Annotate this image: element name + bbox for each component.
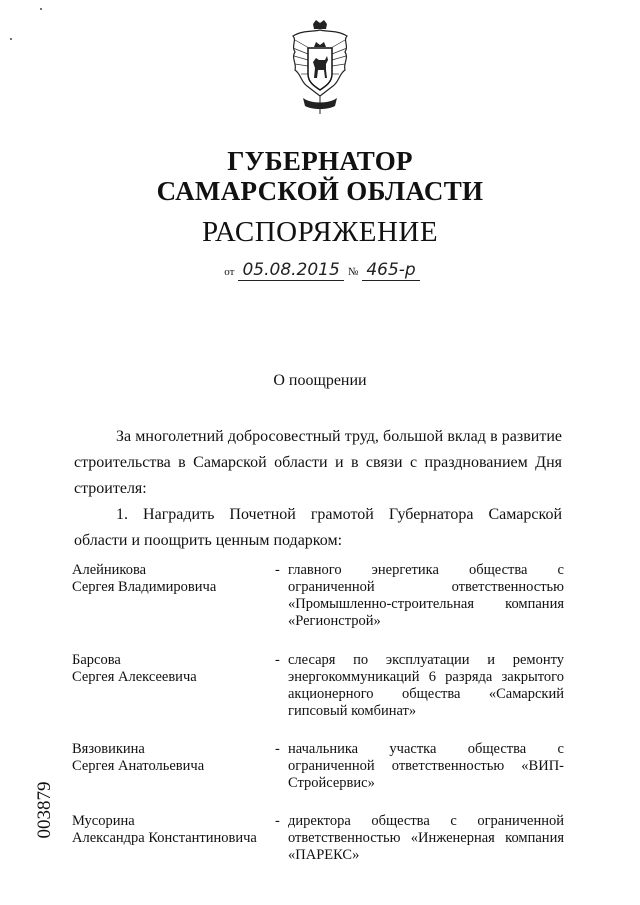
number-prefix: № xyxy=(347,266,359,278)
awardee-position: слесаря по эксплуатации и ремонту энергокоммуникаций 6 разряда закрытого акционерного общества «Самарский гипсовый комбинат» xyxy=(288,652,564,719)
awardee-name xyxy=(72,562,272,596)
scan-speck xyxy=(10,38,12,40)
handwritten-date: 05.08.2015 xyxy=(238,260,343,281)
awardee-name xyxy=(72,813,272,847)
title-line-2: САМАРСКОЙ ОБЛАСТИ xyxy=(156,176,484,206)
dash-separator: - xyxy=(275,652,280,668)
handwritten-number: 465-р xyxy=(362,260,419,281)
date-number-line xyxy=(0,260,640,281)
awardee-position: главного энергетика общества с ограниченной ответственностью «Промышленно-строительная компания «Регионстрой» xyxy=(288,562,564,629)
title-line-1: ГУБЕРНАТОР xyxy=(227,146,413,176)
scan-speck xyxy=(40,8,42,10)
awardee-surname: Барсова xyxy=(72,652,121,668)
subject-line: О поощрении xyxy=(273,372,367,389)
awardee-name xyxy=(72,741,272,775)
dash-separator: - xyxy=(275,813,280,829)
awardee-name xyxy=(72,652,272,686)
awardee-surname: Алейникова xyxy=(72,562,147,578)
serial-number-text: 003879 xyxy=(34,781,55,839)
dash-separator: - xyxy=(275,562,280,578)
awardee-given-names: Сергея Владимировича xyxy=(72,579,217,595)
awardee-position: начальника участка общества с ограниченной ответственностью «ВИП-Стройсервис» xyxy=(288,741,564,791)
awardee-given-names: Сергея Анатольевича xyxy=(72,758,205,774)
awardee-surname: Мусорина xyxy=(72,813,135,829)
awardee-surname: Вязовикина xyxy=(72,741,145,757)
intro-paragraph: За многолетний добросовестный труд, большой вклад в развитие строительства в Самарской области и в связи с празднованием Дня строителя: xyxy=(74,428,562,497)
dash-separator: - xyxy=(275,741,280,757)
item-1-paragraph: 1. Наградить Почетной грамотой Губернатора Самарской области и поощрить ценным подарком: xyxy=(74,506,562,549)
awardee-position: директора общества с ограниченной ответственностью «Инженерная компания «ПАРЕКС» xyxy=(288,813,564,863)
document-type: РАСПОРЯЖЕНИЕ xyxy=(201,216,439,248)
date-prefix: от xyxy=(224,266,235,278)
awardee-given-names: Сергея Алексеевича xyxy=(72,669,197,685)
side-serial-number xyxy=(20,775,70,845)
awardee-given-names: Александра Константиновича xyxy=(72,830,257,846)
coat-of-arms-icon xyxy=(283,18,357,118)
